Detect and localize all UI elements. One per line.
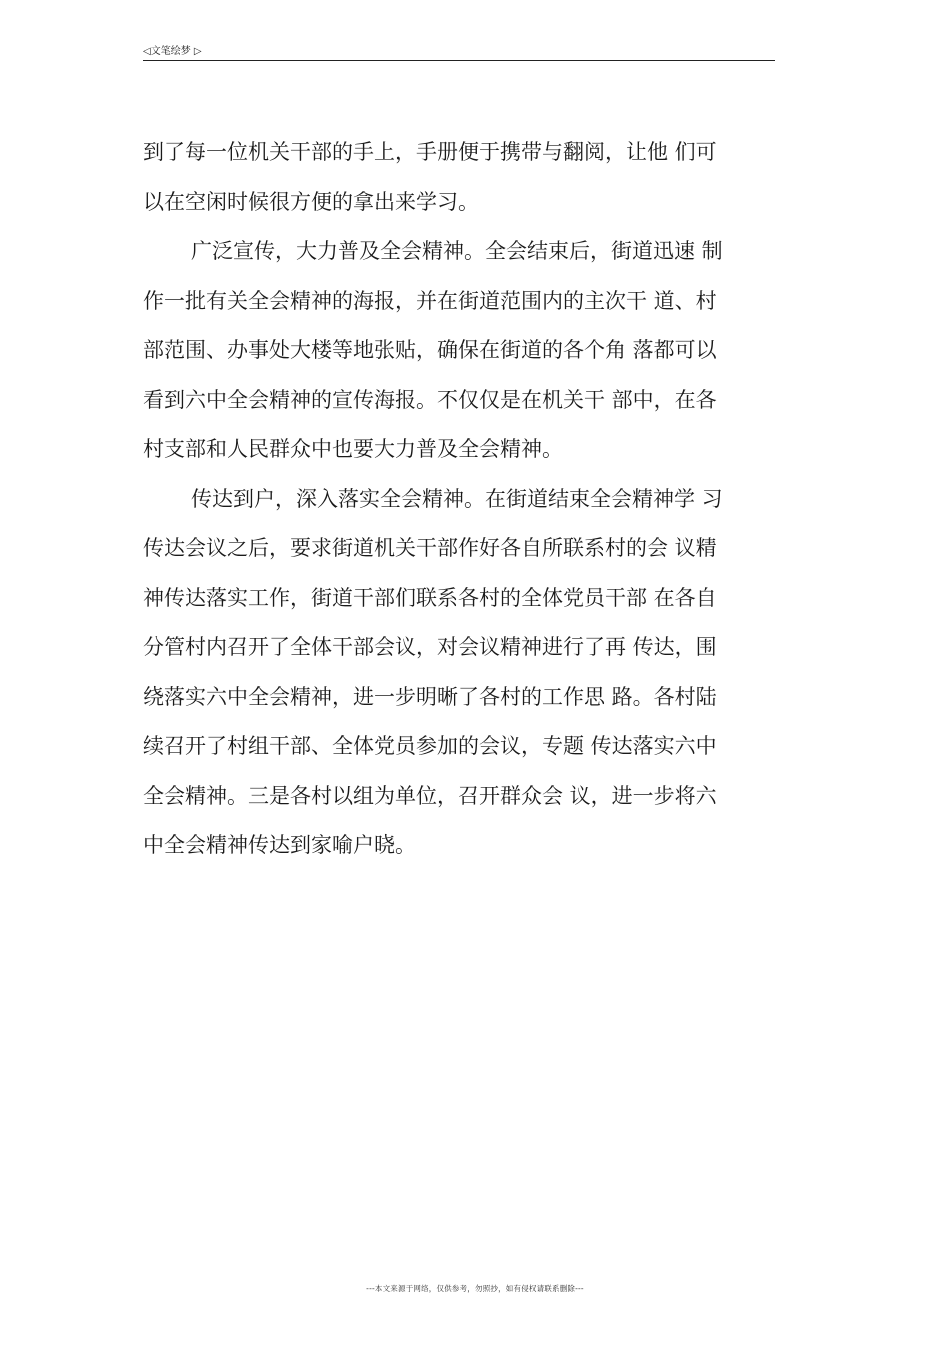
- paragraph: [143, 475, 779, 871]
- text-line: 广泛宣传，大力普及全会精神。全会结束后，街道迅速 制: [191, 239, 723, 263]
- text-line: 绕落实六中全会精神，进一步明晰了各村的工作思 路。各村陆: [143, 684, 717, 709]
- text-line: 全会精神。三是各村以组为单位，召开群众会 议，进一步将六: [143, 783, 717, 808]
- text-line: 神传达落实工作，街道干部们联系各村的全体党员干部 在各自: [143, 585, 717, 610]
- text-line: 分管村内召开了全体干部会议，对会议精神进行了再 传达，围: [143, 635, 717, 659]
- text-line: 到了每一位机关干部的手上，手册便于携带与翻阅，让他 们可: [143, 140, 717, 164]
- paragraph: [143, 128, 779, 227]
- text-line: 以在空闲时候很方便的拿出来学习。: [143, 189, 479, 214]
- text-line: 传达到户，深入落实全会精神。在街道结束全会精神学 习: [191, 486, 723, 511]
- text-line: 中全会精神传达到家喻户晓。: [143, 833, 416, 857]
- paragraph: [143, 227, 779, 475]
- document-body: [143, 128, 779, 871]
- right-triangle-icon: ▷: [193, 46, 202, 57]
- header-title: 文笔绘梦: [150, 46, 191, 57]
- text-line: 作一批有关全会精神的海报，并在街道范围内的主次干 道、村: [143, 288, 717, 313]
- text-line: 看到六中全会精神的宣传海报。不仅仅是在机关干 部中，在各: [143, 387, 717, 412]
- left-triangle-icon: ◁: [143, 46, 151, 57]
- text-line: 部范围、办事处大楼等地张贴，确保在街道的各个角 落都可以: [143, 338, 717, 362]
- text-line: 村支部和人民群众中也要大力普及全会精神。: [143, 437, 563, 461]
- page-footer: ---本文来源于网络，仅供参考，勿照抄，如有侵权请联系删除---: [366, 1284, 584, 1293]
- text-line: 传达会议之后，要求街道机关干部作好各自所联系村的会 议精: [143, 536, 717, 560]
- header-rule: [143, 60, 775, 61]
- text-line: 续召开了村组干部、全体党员参加的会议，专题 传达落实六中: [143, 734, 717, 758]
